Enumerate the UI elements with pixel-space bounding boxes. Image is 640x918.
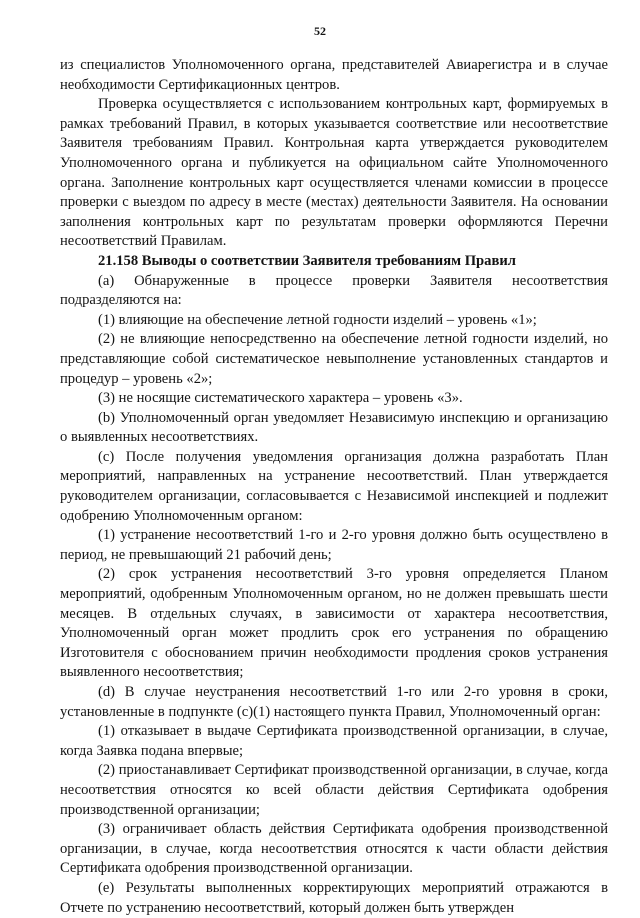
paragraph-item-a1: (1) влияющие на обеспечение летной годности изделий – уровень «1»; [98, 311, 537, 328]
paragraph-item-a: (a) Обнаруженные в процессе проверки Заявителя несоответствия подразделяются на: [60, 272, 608, 309]
paragraph-verification: Проверка осуществляется с использованием контрольных карт, формируемых в рамках требований Правил, в которых указывается соответствие или несоответствие Заявителя требованиям Правил. Контрольная карта утверждается руководителем Уполномоченного органа и публикуется на официальном сайте Уполномоченного органа. Заполнение контрольных карт осуществляется членами комиссии в процессе проверки с выездом по адресу в месте (местах) деятельности Заявителя. На основании заполнения контрольных карт по результатам проверки оформляются Перечни несоответствий Правилам. [60, 96, 608, 250]
paragraph-item-a3: (3) не носящие систематического характера – уровень «3». [98, 390, 463, 407]
paragraph-continuation: из специалистов Уполномоченного органа, представителей Авиарегистра и в случае необходимости Сертификационных центров. [60, 57, 608, 93]
paragraph-item-d1: (1) отказывает в выдаче Сертификата производственной организации, в случае, когда Заявка подана впервые; [60, 723, 608, 759]
section-heading: 21.158 Выводы о соответствии Заявителя требованиям Правил [98, 252, 516, 269]
paragraph-item-b: (b) Уполномоченный орган уведомляет Независимую инспекцию и организацию о выявленных несоответствиях. [60, 409, 608, 446]
paragraph-item-a2: (2) не влияющие непосредственно на обеспечение летной годности изделий, но представляющие собой систематическое невыполнение установленных стандартов и процедур – уровень «2»; [60, 331, 608, 387]
paragraph-item-d2: (2) приостанавливает Сертификат производственной организации, в случае, когда несоответствия относятся ко всей области действия Сертификата одобрения производственной организации; [60, 762, 608, 818]
paragraph-item-d3: (3) ограничивает область действия Сертификата одобрения производственной организации, в случае, когда несоответствия относятся к части области действия Сертификата одобрения производственной организации. [60, 821, 608, 877]
paragraph-item-c1: (1) устранение несоответствий 1-го и 2-го уровня должно быть осуществлено в период, не превышающий 21 рабочий день; [60, 527, 608, 563]
paragraph-item-d: (d) В случае неустранения несоответствий 1-го или 2-го уровня в сроки, установленные в подпункте (c)(1) настоящего пункта Правил, Уполномоченный орган: [60, 684, 608, 720]
page-number: 52 [314, 24, 326, 38]
paragraph-item-e: (e) Результаты выполненных корректирующих мероприятий отражаются в Отчете по устранению несоответствий, который должен быть утвержден [60, 879, 608, 916]
paragraph-item-c: (c) После получения уведомления организация должна разработать План мероприятий, направленных на устранение несоответствий. План утверждается руководителем организации, согласовывается с Независимой инспекцией и подлежит одобрению Уполномоченным органом: [60, 448, 608, 524]
paragraph-item-c2: (2) срок устранения несоответствий 3-го уровня определяется Планом мероприятий, одобренным Уполномоченным органом, но не должен превышать шести месяцев. В отдельных случаях, в зависимости от характера несоответствия, Уполномоченный орган может продлить срок его устранения по обращению Изготовителя с обоснованием причин необходимости продления сроков устранения выявленного несоответствия; [60, 566, 608, 681]
document-body [60, 56, 608, 918]
